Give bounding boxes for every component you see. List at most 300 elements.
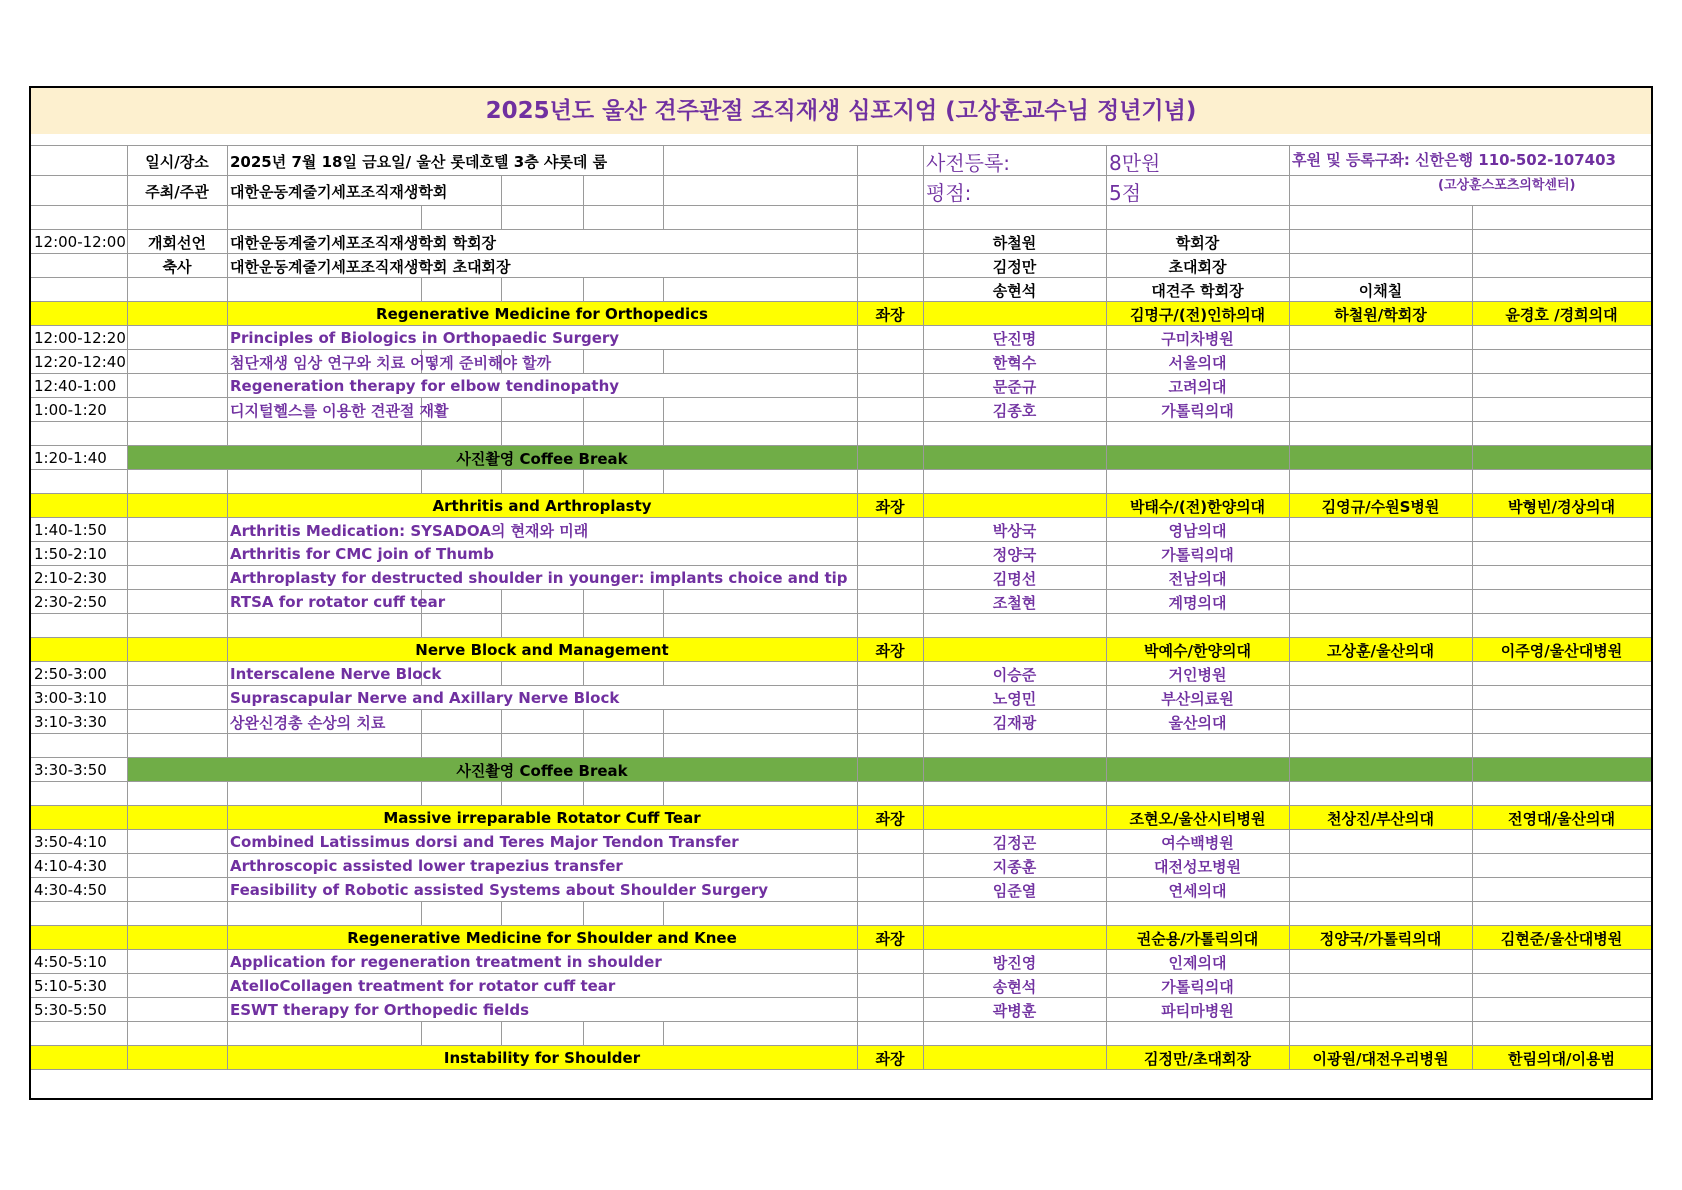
session-title: Nerve Block and Management <box>415 641 669 659</box>
column-divider <box>127 350 128 374</box>
talk-title: Arthroplasty for destructed shoulder in younger: implants choice and tip <box>230 569 848 587</box>
session-chair: 이주영/울산대병원 <box>1500 641 1623 660</box>
column-divider <box>227 1022 228 1046</box>
column-divider <box>1472 854 1473 878</box>
session-chair: 김명구/(전)인하의대 <box>1129 305 1266 324</box>
talk-row <box>31 374 1651 398</box>
session-title: Regenerative Medicine for Shoulder and Knee <box>347 929 737 947</box>
column-divider <box>857 494 858 518</box>
column-divider <box>857 854 858 878</box>
column-divider <box>1106 686 1107 710</box>
chair-label: 좌장 <box>875 641 905 660</box>
column-divider <box>857 950 858 974</box>
column-divider <box>421 902 422 926</box>
session-chair: 한림의대/이용범 <box>1508 1049 1615 1068</box>
session-chair: 천상진/부산의대 <box>1327 809 1434 828</box>
talk-title: 첨단재생 임상 연구와 치료 어떻게 준비해야 할까 <box>230 353 552 372</box>
opening-name: 하철원 <box>992 233 1037 252</box>
talk-speaker: 단진명 <box>992 329 1037 348</box>
talk-speaker: 문준규 <box>992 377 1037 396</box>
column-divider <box>1106 254 1107 278</box>
column-divider <box>1472 686 1473 710</box>
column-divider <box>857 926 858 950</box>
column-divider <box>127 446 128 470</box>
column-divider <box>923 710 924 734</box>
opening-role: 학회장 <box>1175 233 1220 252</box>
column-divider <box>857 1022 858 1046</box>
column-divider <box>1472 998 1473 1022</box>
column-divider <box>1106 710 1107 734</box>
column-divider <box>1106 374 1107 398</box>
talk-affiliation: 서울의대 <box>1168 353 1227 372</box>
column-divider <box>1106 230 1107 254</box>
column-divider <box>501 1022 502 1046</box>
column-divider <box>583 614 584 638</box>
column-divider <box>1289 176 1290 206</box>
column-divider <box>1289 830 1290 854</box>
session-header <box>31 494 1651 518</box>
column-divider <box>1472 590 1473 614</box>
opening-row <box>31 254 1651 278</box>
talk-row <box>31 590 1651 614</box>
column-divider <box>127 878 128 902</box>
talk-row <box>31 398 1651 422</box>
chair-label: 좌장 <box>875 1049 905 1068</box>
column-divider <box>127 422 128 446</box>
column-divider <box>227 518 228 542</box>
date-value: 2025년 7월 18일 금요일/ 울산 롯데호텔 3층 샤롯데 룸 <box>230 152 608 171</box>
column-divider <box>127 662 128 686</box>
column-divider <box>421 470 422 494</box>
column-divider <box>1472 806 1473 830</box>
session-chair: 김영규/수원S병원 <box>1321 497 1440 516</box>
talk-title: Arthritis Medication: SYSADOA의 현재와 미래 <box>230 521 589 540</box>
talk-title: RTSA for rotator cuff tear <box>230 593 446 611</box>
column-divider <box>857 542 858 566</box>
column-divider <box>1472 446 1473 470</box>
opening-label: 축사 <box>162 257 192 276</box>
column-divider <box>127 974 128 998</box>
column-divider <box>663 902 664 926</box>
column-divider <box>127 1022 128 1046</box>
talk-affiliation: 여수백병원 <box>1161 833 1234 852</box>
column-divider <box>1106 926 1107 950</box>
column-divider <box>857 902 858 926</box>
column-divider <box>857 566 858 590</box>
column-divider <box>923 446 924 470</box>
column-divider <box>127 470 128 494</box>
talk-affiliation: 울산의대 <box>1168 713 1227 732</box>
talk-title: Principles of Biologics in Orthopaedic Surgery <box>230 329 620 347</box>
column-divider <box>1472 422 1473 446</box>
column-divider <box>663 734 664 758</box>
talk-speaker: 방진영 <box>992 953 1037 972</box>
column-divider <box>501 902 502 926</box>
talk-title: AtelloCollagen treatment for rotator cuff tear <box>230 977 616 995</box>
talk-affiliation: 파티마병원 <box>1161 1001 1234 1020</box>
column-divider <box>857 686 858 710</box>
session-header <box>31 638 1651 662</box>
column-divider <box>857 590 858 614</box>
session-chair: 박예수/한양의대 <box>1144 641 1251 660</box>
column-divider <box>227 830 228 854</box>
column-divider <box>1472 614 1473 638</box>
talk-speaker: 송현석 <box>992 977 1037 996</box>
column-divider <box>857 1046 858 1070</box>
column-divider <box>583 734 584 758</box>
talk-affiliation: 인제의대 <box>1168 953 1227 972</box>
column-divider <box>1106 806 1107 830</box>
column-divider <box>1106 176 1107 206</box>
column-divider <box>923 878 924 902</box>
session-chair: 정양국/가톨릭의대 <box>1319 929 1442 948</box>
session-chair: 박형빈/경상의대 <box>1508 497 1615 516</box>
column-divider <box>1106 854 1107 878</box>
column-divider <box>127 854 128 878</box>
column-divider <box>227 542 228 566</box>
chair-label: 좌장 <box>875 809 905 828</box>
column-divider <box>923 662 924 686</box>
opening-text <box>230 278 854 302</box>
column-divider <box>857 446 858 470</box>
session-chair: 조현오/울산시티병원 <box>1129 809 1266 828</box>
column-divider <box>127 542 128 566</box>
column-divider <box>1106 1022 1107 1046</box>
date-label: 일시/장소 <box>145 152 209 171</box>
column-divider <box>857 254 858 278</box>
session-chair: 김현준/울산대병원 <box>1500 929 1623 948</box>
column-divider <box>923 326 924 350</box>
column-divider <box>127 494 128 518</box>
column-divider <box>227 422 228 446</box>
column-divider <box>1289 146 1290 176</box>
time-cell: 5:10-5:30 <box>34 977 107 995</box>
column-divider <box>501 470 502 494</box>
column-divider <box>227 206 228 230</box>
session-header <box>31 302 1651 326</box>
talk-speaker: 김정곤 <box>992 833 1037 852</box>
opening-label <box>130 278 224 302</box>
session-chair: 이광원/대전우리병원 <box>1312 1049 1449 1068</box>
column-divider <box>227 974 228 998</box>
column-divider <box>923 398 924 422</box>
session-chair: 윤경호 /경희의대 <box>1505 305 1618 324</box>
column-divider <box>127 686 128 710</box>
opening-extra: 이채칠 <box>1358 281 1403 300</box>
talk-row <box>31 710 1651 734</box>
column-divider <box>1472 638 1473 662</box>
column-divider <box>227 950 228 974</box>
time-cell: 12:00-12:20 <box>34 329 126 347</box>
talk-row <box>31 950 1651 974</box>
column-divider <box>1106 302 1107 326</box>
talk-speaker: 김명선 <box>992 569 1037 588</box>
break-label: 사진촬영 Coffee Break <box>456 449 628 468</box>
column-divider <box>127 758 128 782</box>
talk-affiliation: 대전성모병원 <box>1154 857 1241 876</box>
talk-row <box>31 686 1651 710</box>
blank-row <box>31 734 1651 758</box>
column-divider <box>857 278 858 302</box>
talk-title: Interscalene Nerve Block <box>230 665 442 683</box>
blank-row <box>31 614 1651 638</box>
column-divider <box>421 422 422 446</box>
column-divider <box>1289 446 1290 470</box>
column-divider <box>1289 758 1290 782</box>
column-divider <box>1106 662 1107 686</box>
column-divider <box>127 374 128 398</box>
column-divider <box>923 974 924 998</box>
session-title: Instability for Shoulder <box>443 1049 641 1067</box>
time-cell <box>34 254 124 278</box>
column-divider <box>227 254 228 278</box>
column-divider <box>1289 974 1290 998</box>
host-label: 주최/주관 <box>145 182 209 201</box>
opening-row <box>31 230 1651 254</box>
sponsor-center: (고상훈스포츠의학센터) <box>1438 178 1576 193</box>
column-divider <box>227 374 228 398</box>
column-divider <box>1472 710 1473 734</box>
column-divider <box>1289 806 1290 830</box>
opening-label: 개회선언 <box>148 233 206 252</box>
column-divider <box>127 830 128 854</box>
column-divider <box>1106 446 1107 470</box>
time-cell: 4:30-4:50 <box>34 881 107 899</box>
column-divider <box>923 854 924 878</box>
time-cell: 1:50-2:10 <box>34 545 107 563</box>
talk-affiliation: 구미차병원 <box>1161 329 1234 348</box>
column-divider <box>1472 566 1473 590</box>
column-divider <box>227 566 228 590</box>
column-divider <box>1289 566 1290 590</box>
session-title: Regenerative Medicine for Orthopedics <box>376 305 708 323</box>
column-divider <box>127 278 128 302</box>
column-divider <box>1289 518 1290 542</box>
talk-row <box>31 974 1651 998</box>
talk-speaker: 이승준 <box>992 665 1037 684</box>
break-label: 사진촬영 Coffee Break <box>456 761 628 780</box>
column-divider <box>1106 782 1107 806</box>
blank-row <box>31 902 1651 926</box>
column-divider <box>127 998 128 1022</box>
column-divider <box>857 518 858 542</box>
column-divider <box>127 302 128 326</box>
talk-speaker: 노영민 <box>992 689 1037 708</box>
session-chair: 전영대/울산의대 <box>1508 809 1615 828</box>
column-divider <box>227 902 228 926</box>
column-divider <box>857 710 858 734</box>
talk-title: Regeneration therapy for elbow tendinopathy <box>230 377 620 395</box>
column-divider <box>1106 206 1107 230</box>
column-divider <box>1106 470 1107 494</box>
column-divider <box>227 614 228 638</box>
sponsor-account: 후원 및 등록구좌: 신한은행 110-502-107403 <box>1292 151 1616 169</box>
column-divider <box>227 998 228 1022</box>
column-divider <box>923 686 924 710</box>
column-divider <box>923 254 924 278</box>
column-divider <box>583 782 584 806</box>
column-divider <box>227 710 228 734</box>
opening-name: 김정만 <box>992 257 1037 276</box>
talk-affiliation: 부산의료원 <box>1161 689 1234 708</box>
column-divider <box>127 230 128 254</box>
column-divider <box>1106 398 1107 422</box>
column-divider <box>857 998 858 1022</box>
column-divider <box>583 1022 584 1046</box>
session-header <box>31 926 1651 950</box>
info-row-host <box>31 176 1651 206</box>
opening-row <box>31 278 1651 302</box>
column-divider <box>923 950 924 974</box>
talk-title: ESWT therapy for Orthopedic fields <box>230 1001 530 1019</box>
column-divider <box>1472 206 1473 230</box>
column-divider <box>1472 326 1473 350</box>
column-divider <box>227 326 228 350</box>
talk-title: Arthroscopic assisted lower trapezius transfer <box>230 857 623 875</box>
column-divider <box>923 494 924 518</box>
column-divider <box>923 146 924 176</box>
talk-row <box>31 878 1651 902</box>
session-title: Arthritis and Arthroplasty <box>432 497 652 515</box>
session-chair: 하철원/학회장 <box>1334 305 1427 324</box>
talk-speaker: 곽병훈 <box>992 1001 1037 1020</box>
column-divider <box>857 350 858 374</box>
column-divider <box>227 734 228 758</box>
column-divider <box>1106 950 1107 974</box>
column-divider <box>1289 254 1290 278</box>
column-divider <box>1472 926 1473 950</box>
column-divider <box>857 974 858 998</box>
column-divider <box>127 638 128 662</box>
column-divider <box>1106 758 1107 782</box>
column-divider <box>1289 950 1290 974</box>
talk-affiliation: 가톨릭의대 <box>1161 545 1234 564</box>
column-divider <box>227 878 228 902</box>
talk-speaker: 임준열 <box>992 881 1037 900</box>
session-header <box>31 1046 1651 1070</box>
talk-affiliation: 영남의대 <box>1168 521 1227 540</box>
column-divider <box>923 176 924 206</box>
session-chair: 김정만/초대회장 <box>1144 1049 1251 1068</box>
talk-affiliation: 고려의대 <box>1168 377 1227 396</box>
column-divider <box>421 782 422 806</box>
credit-value: 5점 <box>1109 180 1142 205</box>
prereg-label: 사전등록: <box>926 150 1011 175</box>
column-divider <box>857 326 858 350</box>
session-chair: 박태수/(전)한양의대 <box>1129 497 1266 516</box>
column-divider <box>1472 1022 1473 1046</box>
column-divider <box>227 494 228 518</box>
column-divider <box>857 374 858 398</box>
talk-title: Suprascapular Nerve and Axillary Nerve Block <box>230 689 620 707</box>
column-divider <box>227 806 228 830</box>
talk-affiliation: 연세의대 <box>1168 881 1227 900</box>
column-divider <box>923 902 924 926</box>
column-divider <box>1472 254 1473 278</box>
column-divider <box>1472 878 1473 902</box>
column-divider <box>227 1046 228 1070</box>
column-divider <box>1289 782 1290 806</box>
column-divider <box>923 230 924 254</box>
column-divider <box>923 1022 924 1046</box>
column-divider <box>1106 146 1107 176</box>
column-divider <box>923 542 924 566</box>
time-cell: 3:00-3:10 <box>34 689 107 707</box>
column-divider <box>501 734 502 758</box>
column-divider <box>923 638 924 662</box>
chair-label: 좌장 <box>875 305 905 324</box>
column-divider <box>923 302 924 326</box>
column-divider <box>857 176 858 206</box>
talk-row <box>31 326 1651 350</box>
column-divider <box>663 470 664 494</box>
column-divider <box>1289 902 1290 926</box>
column-divider <box>1289 278 1290 302</box>
column-divider <box>1472 734 1473 758</box>
column-divider <box>1472 374 1473 398</box>
column-divider <box>127 1046 128 1070</box>
column-divider <box>227 470 228 494</box>
column-divider <box>1472 1046 1473 1070</box>
talk-row <box>31 830 1651 854</box>
column-divider <box>127 902 128 926</box>
talk-title: Application for regeneration treatment in shoulder <box>230 953 662 971</box>
column-divider <box>663 1022 664 1046</box>
column-divider <box>421 206 422 230</box>
column-divider <box>923 518 924 542</box>
column-divider <box>583 206 584 230</box>
time-cell: 3:10-3:30 <box>34 713 107 731</box>
column-divider <box>127 566 128 590</box>
column-divider <box>857 206 858 230</box>
column-divider <box>1472 758 1473 782</box>
column-divider <box>1106 974 1107 998</box>
column-divider <box>923 206 924 230</box>
time-cell: 3:50-4:10 <box>34 833 107 851</box>
column-divider <box>127 734 128 758</box>
column-divider <box>923 278 924 302</box>
column-divider <box>1106 326 1107 350</box>
column-divider <box>1289 374 1290 398</box>
time-cell: 1:00-1:20 <box>34 401 107 419</box>
opening-text: 대한운동계줄기세포조직재생학회 학회장 <box>230 233 497 252</box>
talk-speaker: 김재광 <box>992 713 1037 732</box>
column-divider <box>857 398 858 422</box>
column-divider <box>923 614 924 638</box>
column-divider <box>1289 614 1290 638</box>
column-divider <box>1289 686 1290 710</box>
column-divider <box>857 758 858 782</box>
column-divider <box>923 374 924 398</box>
column-divider <box>501 614 502 638</box>
credit-label: 평점: <box>926 180 972 205</box>
column-divider <box>857 662 858 686</box>
column-divider <box>1289 710 1290 734</box>
talk-affiliation: 거인병원 <box>1168 665 1227 684</box>
column-divider <box>1289 302 1290 326</box>
column-divider <box>1289 854 1290 878</box>
column-divider <box>227 662 228 686</box>
column-divider <box>1289 230 1290 254</box>
column-divider <box>127 176 128 206</box>
column-divider <box>857 422 858 446</box>
column-divider <box>421 734 422 758</box>
column-divider <box>857 734 858 758</box>
column-divider <box>1106 494 1107 518</box>
schedule-sheet <box>29 86 1653 1100</box>
column-divider <box>127 806 128 830</box>
blank-row <box>31 782 1651 806</box>
